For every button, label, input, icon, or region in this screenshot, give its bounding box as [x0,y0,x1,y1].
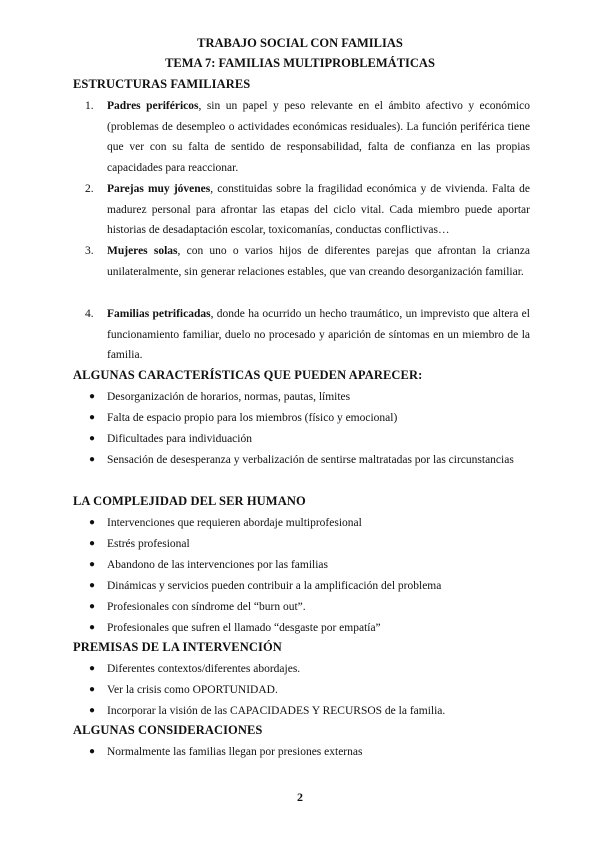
section-heading-caracteristicas: ALGUNAS CARACTERÍSTICAS QUE PUEDEN APARECER: [73,368,423,382]
list-item: ● Intervenciones que requieren abordaje multiprofesional [85,513,530,534]
list-item: ● Profesionales con síndrome del “burn out”. [85,597,530,618]
bullet-icon: ● [89,517,96,528]
bullet-icon: ● [89,580,96,591]
section-heading-estructuras: ESTRUCTURAS FAMILIARES [73,77,251,91]
item-lead: Familias petrificadas [107,308,211,320]
item-number: 3. [85,245,94,257]
bullet-icon: ● [89,454,96,465]
bullet-icon: ● [89,412,96,423]
bullet-icon: ● [89,622,96,633]
list-item: ● Incorporar la visión de las CAPACIDADES Y RECURSOS de la familia. [85,701,530,722]
list-item: ● Dinámicas y servicios pueden contribuir a la amplificación del problema [85,576,530,597]
list-item: ● Diferentes contextos/diferentes abordajes. [85,659,530,680]
item-number: 1. [85,100,94,112]
item-text: , sin un papel y peso relevante en el ámbito afectivo y económico (problemas de desempleo o actividades económicas residuales). La función periférica tiene que ver con su falta de sentido de responsabilidad, falta de confianza en las propias capacidades para reaccionar. [107,100,531,175]
section-heading-complejidad: LA COMPLEJIDAD DEL SER HUMANO [73,494,306,508]
list-item: ● Ver la crisis como OPORTUNIDAD. [85,680,530,701]
item-number: 2. [85,183,94,195]
item-text: , donde ha ocurrido un hecho traumático, un imprevisto que altera el funcionamiento familiar, duelo no procesado y aparición de síntomas en un miembro de la familia. [107,308,530,362]
list-item: ● Falta de espacio propio para los miembros (físico y emocional) [85,408,530,429]
item-lead: Padres periféricos [107,100,199,112]
bullet-icon: ● [89,391,96,402]
list-item: ● Sensación de desesperanza y verbalización de sentirse maltratadas por las circunstancias [85,450,530,471]
numbered-item [85,304,530,366]
numbered-item [85,179,530,241]
topic-title: TEMA 7: FAMILIAS MULTIPROBLEMÁTICAS [165,56,435,70]
bullet-icon: ● [89,538,96,549]
list-item: ● Dificultades para individuación [85,429,530,450]
bullet-icon: ● [89,559,96,570]
list-item: ● Estrés profesional [85,534,530,555]
section-heading-consideraciones: ALGUNAS CONSIDERACIONES [73,723,263,737]
list-item: ● Normalmente las familias llegan por presiones externas [85,742,530,763]
bullet-icon: ● [89,601,96,612]
page-number: 2 [297,790,303,804]
bullet-icon: ● [89,684,96,695]
bullet-icon: ● [89,433,96,444]
item-text: , constituidas sobre la fragilidad económica y de vivienda. Falta de madurez personal para afrontar las etapas del ciclo vital. Cada miembro puede aportar historias de desadaptación escolar, toxicomanías, conductas conflictivas… [107,183,530,237]
list-item: ● Profesionales que sufren el llamado “desgaste por empatía” [85,618,530,639]
item-lead: Parejas muy jóvenes [107,183,211,195]
item-number: 4. [85,308,94,320]
bullet-icon: ● [89,746,96,757]
bullet-icon: ● [89,705,96,716]
numbered-item [85,96,530,179]
numbered-item [85,241,530,282]
list-item: ● Desorganización de horarios, normas, pautas, límites [85,387,530,408]
bullet-icon: ● [89,663,96,674]
item-text: , con uno o varios hijos de diferentes parejas que afrontan la crianza unilateralmente, sin generar relaciones estables, que van creando desorganización familiar. [107,245,530,278]
document-title: TRABAJO SOCIAL CON FAMILIAS [197,36,403,50]
list-item: ● Abandono de las intervenciones por las familias [85,555,530,576]
item-lead: Mujeres solas [107,245,178,257]
section-heading-premisas: PREMISAS DE LA INTERVENCIÓN [73,640,282,654]
